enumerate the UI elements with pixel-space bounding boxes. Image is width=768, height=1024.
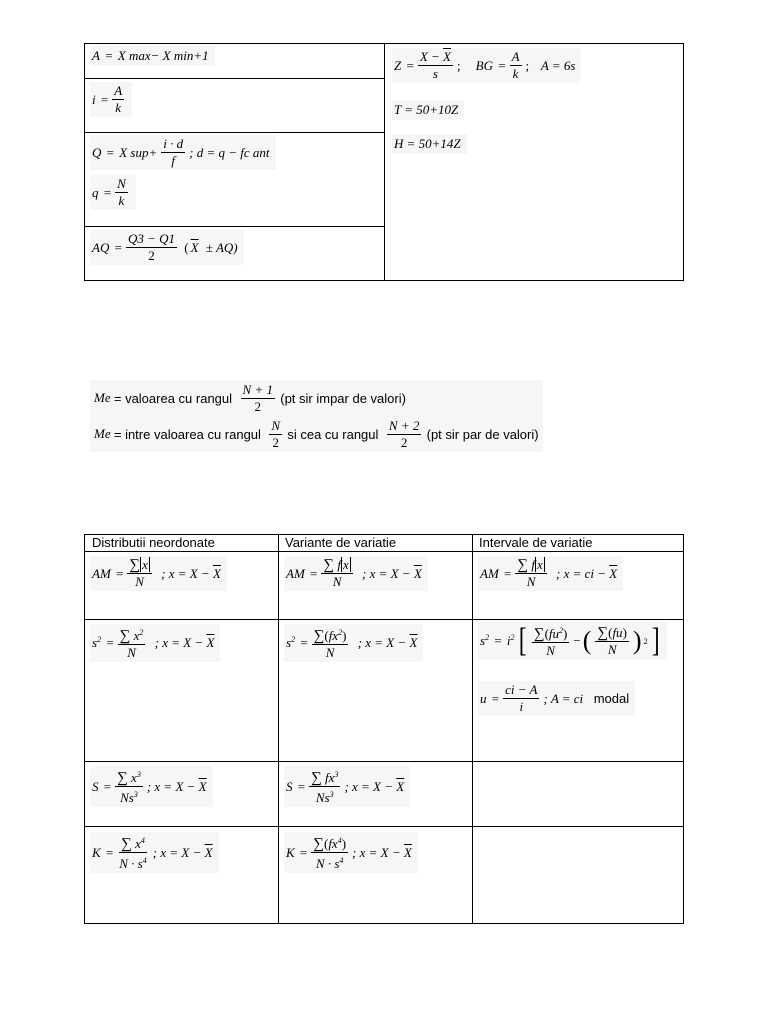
u-formula: u = $\frac{ci - A}{i}$ ; A = ci modal bbox=[478, 681, 635, 716]
mean-x-symbol: $\overline{X}$ bbox=[403, 844, 412, 860]
formula-table-moments bbox=[84, 534, 684, 924]
median-even: Me = intre valoarea cu rangul $\frac{N}{2}$ si cea cu rangul $\frac{N + 2}{2}$ (pt sir par de valori) bbox=[90, 416, 543, 452]
mean-x-symbol: $\overline{X}$ bbox=[413, 565, 422, 581]
aq-cell bbox=[85, 227, 384, 281]
h-score-formula: H = 50+14Z bbox=[392, 134, 467, 154]
mean-x-symbol: $\overline{X}$ bbox=[204, 844, 213, 860]
kurtosis-variants: K = $\frac{\sum(fx^4)}{N \cdot s^4}$ ; $x = X - \overline{X}$ bbox=[284, 832, 418, 873]
aq-formula: AQ = $\frac{Q3 - Q1}{2}$ ( $\overline{X}$ ± AQ) bbox=[90, 230, 244, 265]
zscore-formula: Z = $\frac{X - \overline{X}}{s}$ ; BG = $\frac{A}{k}$ ; A = 6s bbox=[392, 48, 581, 83]
rank-q-formula: q = $\frac{N}{k}$ bbox=[90, 175, 136, 210]
variance-unordered: $s^2$ = $\frac{\sum x^2}{N}$ ; $x = X - \overline{X}$ bbox=[90, 624, 220, 662]
range-formula: A = X max− X min+1 bbox=[90, 46, 215, 66]
skewness-unordered: S = $\frac{\sum x^3}{Ns^3}$ ; $x = X - \overline{X}$ bbox=[90, 766, 213, 807]
header-intervals: Intervale de variatie bbox=[479, 535, 593, 550]
variance-variants: $s^2$ = $\frac{\sum(fx^2)}{N}$ ; $x = X - \overline{X}$ bbox=[284, 624, 423, 662]
median-block bbox=[90, 380, 543, 452]
mean-x-symbol: $\overline{X}$ bbox=[396, 778, 405, 794]
variance-intervals: $s^2$ = $i^2$ [ $\frac{\sum(fu^2)}{N}$ − ( $\frac{\sum(fu)}{N}$ ) 2 ] bbox=[478, 622, 667, 660]
quartile-formula: Q = X sup+ $\frac{i \cdot d}{f}$ ; d = q − fc ant bbox=[90, 135, 276, 170]
mean-x-symbol: $\overline{X}$ bbox=[206, 635, 215, 650]
mean-x-symbol: $\overline{X}$ bbox=[212, 565, 221, 581]
mean-x-symbol: $\overline{X}$ bbox=[409, 635, 418, 650]
mean-x-symbol: $\overline{X}$ bbox=[609, 565, 618, 581]
range-cell bbox=[85, 44, 384, 79]
am-unordered: AM = $\frac{\sum x}{N}$ ; $x = X - \overline{X}$ bbox=[90, 556, 227, 591]
formula-table-top bbox=[84, 43, 684, 281]
median-odd: Me = valoarea cu rangul $\frac{N + 1}{2}$ (pt sir impar de valori) bbox=[90, 380, 543, 416]
interval-formula: i = $\frac{A}{k}$ bbox=[90, 82, 132, 117]
t-score-formula: T = 50+10Z bbox=[392, 100, 464, 120]
mean-x-symbol: $\overline{X}$ bbox=[198, 778, 207, 794]
header-unordered: Distributii neordonate bbox=[92, 535, 215, 550]
am-variants: AM = $\frac{\text{∑ f x}}{N}$ ; $x = X - \overline{X}$ bbox=[284, 556, 428, 591]
header-variants: Variante de variatie bbox=[285, 535, 397, 550]
interval-cell bbox=[85, 79, 384, 133]
kurtosis-unordered: K = $\frac{\sum x^4}{N \cdot s^4}$ ; $x = X - \overline{X}$ bbox=[90, 832, 219, 873]
skewness-variants: S = $\frac{\sum fx^3}{Ns^3}$ ; $x = X - \overline{X}$ bbox=[284, 766, 410, 807]
quartile-cell bbox=[85, 133, 384, 227]
am-intervals: AM = $\frac{\text{∑ f x}}{N}$ ; x = ci − $\overline{X}$ bbox=[478, 556, 623, 591]
